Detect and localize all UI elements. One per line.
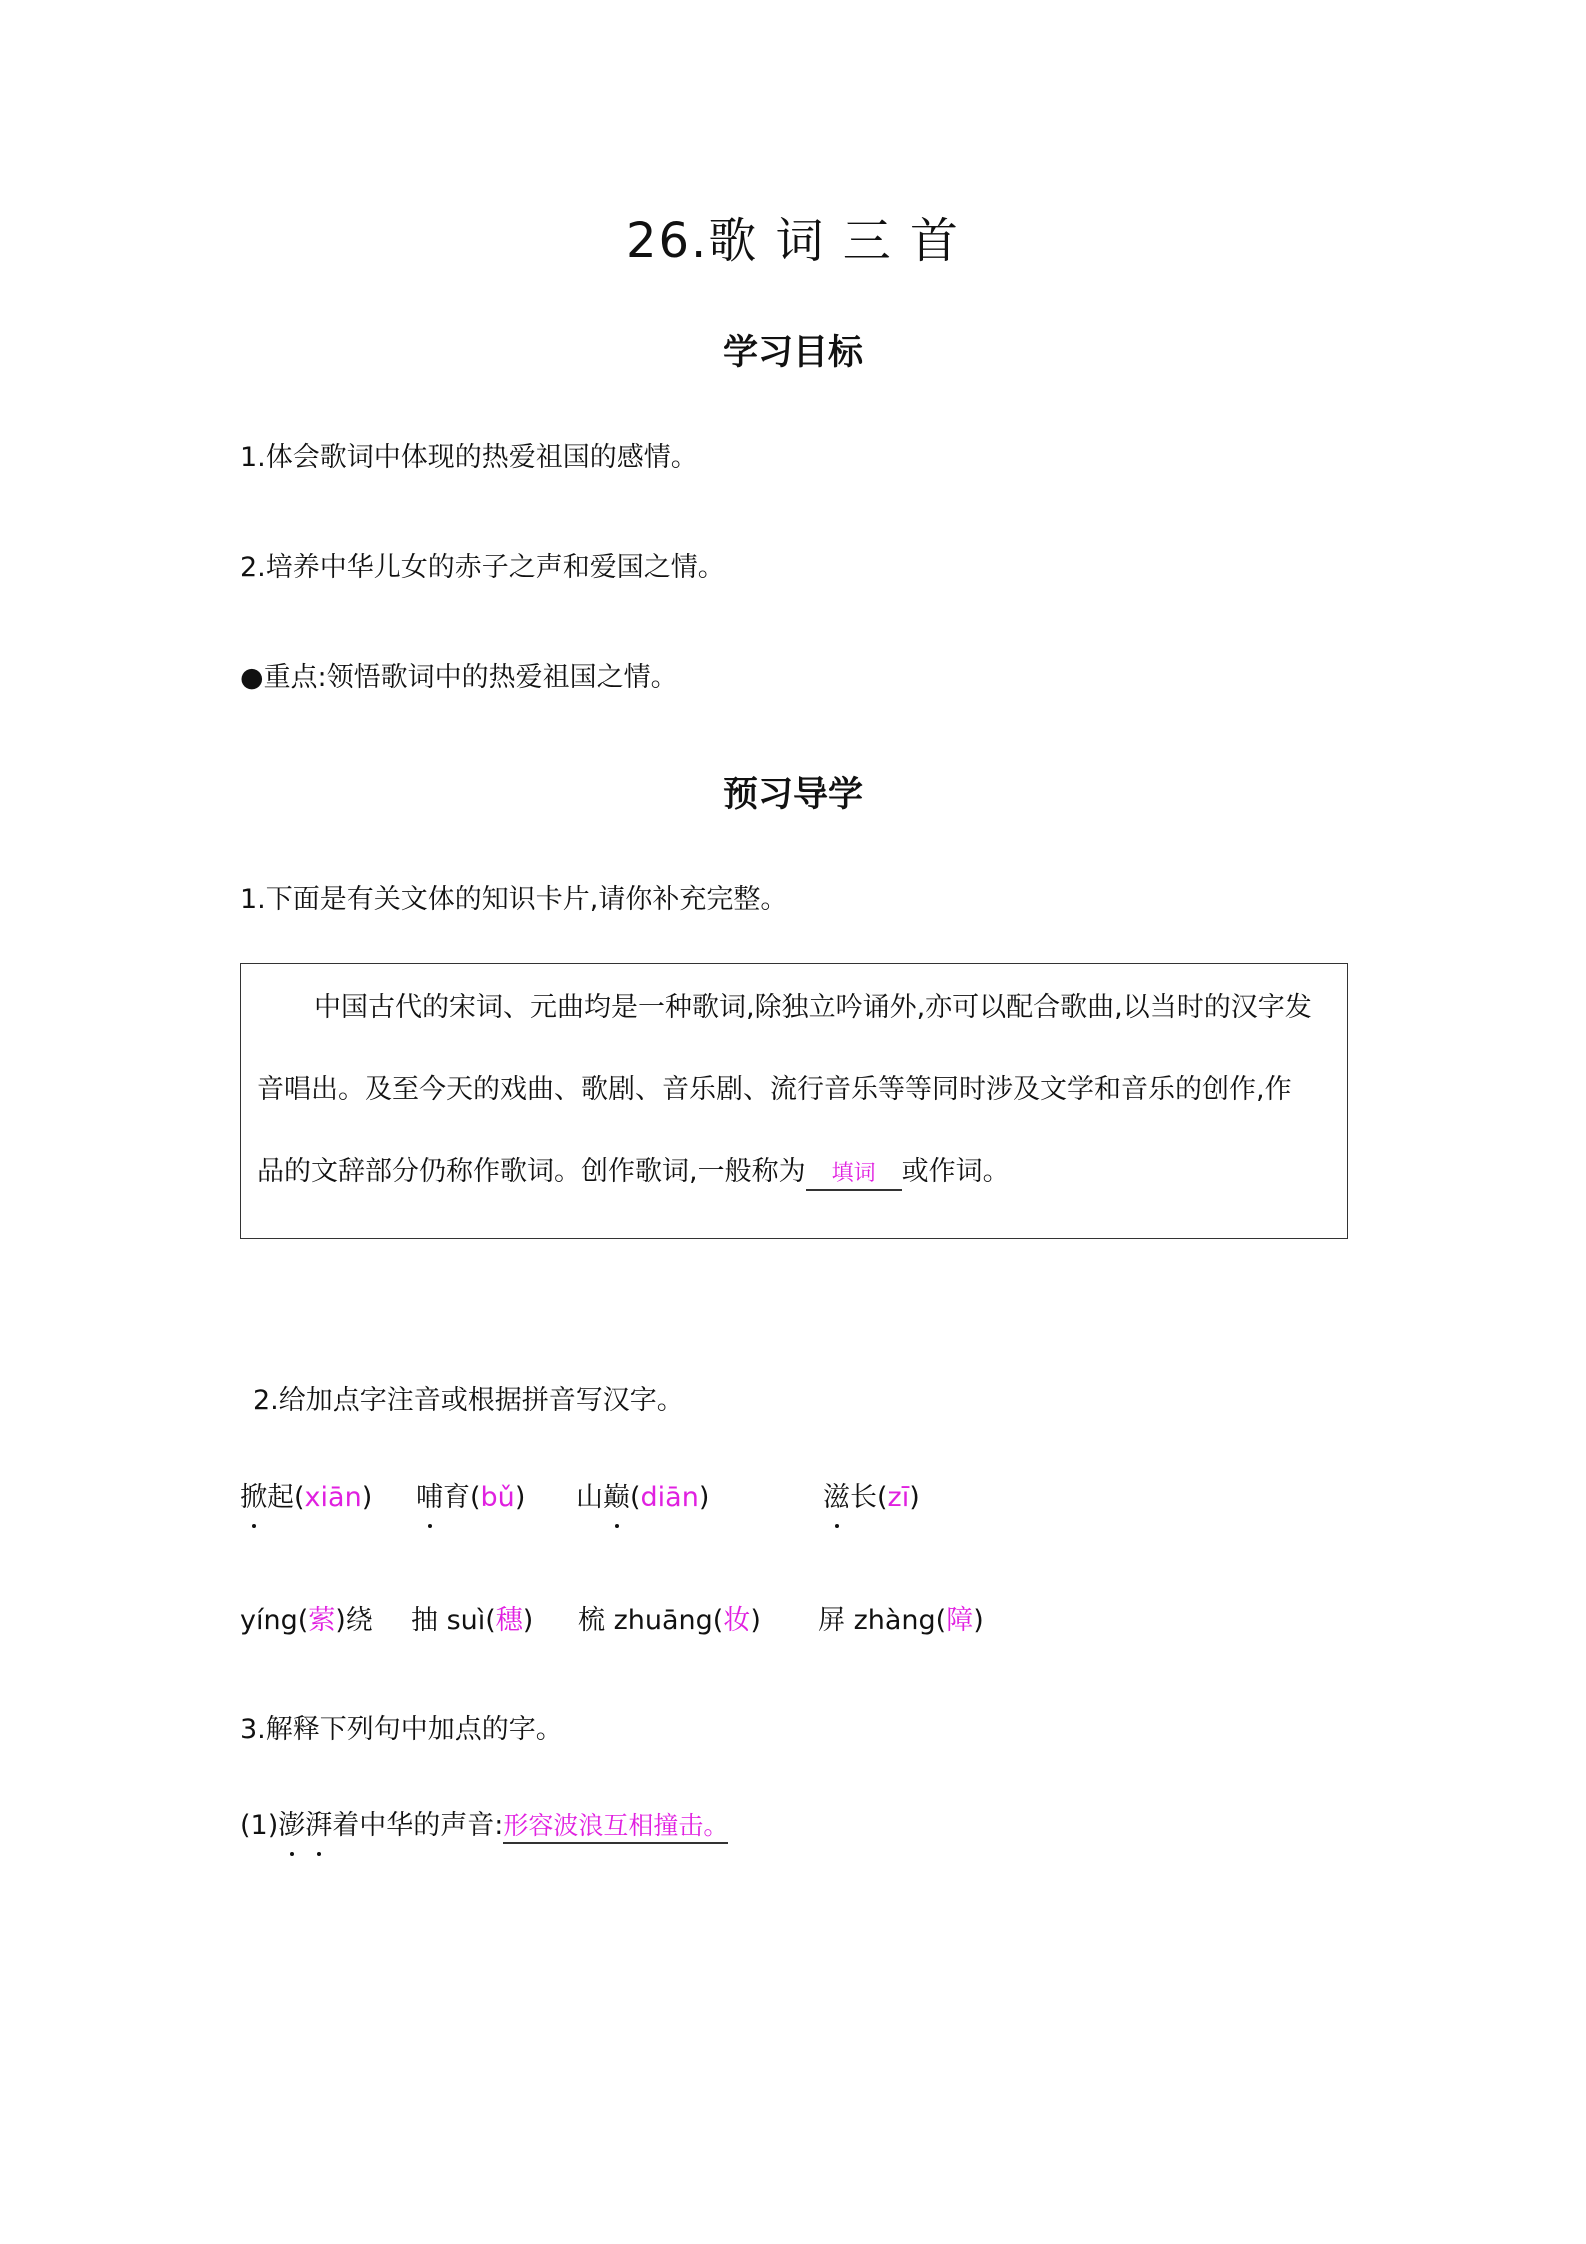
dotted-char: 哺 <box>416 1480 443 1516</box>
pinyin-item-4: 滋长(zī) <box>823 1480 920 1516</box>
question-3: 3.解释下列句中加点的字。 <box>240 1714 563 1745</box>
pinyin-item-3: 山巅(diān) <box>576 1480 709 1516</box>
hanzi-item-4: 屏 zhàng(障) <box>818 1605 984 1636</box>
hanzi-item-3: 梳 zhuāng(妆) <box>578 1605 761 1636</box>
key-point <box>240 660 678 696</box>
question-2: 2.给加点字注音或根据拼音写汉字。 <box>253 1385 684 1416</box>
dotted-char: 湃 <box>305 1808 332 1844</box>
dotted-char: 滋 <box>823 1480 850 1516</box>
bullet-icon: ● <box>240 662 264 693</box>
knowledge-card <box>240 963 1348 1239</box>
card-line-3-end: 或作词。 <box>901 1156 1010 1187</box>
goal-1: 1.体会歌词中体现的热爱祖国的感情。 <box>240 442 698 473</box>
dotted-char: 巅 <box>603 1480 630 1516</box>
dotted-char: 掀 <box>240 1480 267 1516</box>
page-title: 26.歌 词 三 首 <box>625 213 961 269</box>
answer-blank-tianci: 填词 <box>806 1159 902 1191</box>
pinyin-answer: bǔ <box>480 1482 515 1513</box>
hanzi-item-2: 抽 suì(穗) <box>411 1605 534 1636</box>
pinyin-answer: xiān <box>304 1482 362 1513</box>
key-point-text: 重点:领悟歌词中的热爱祖国之情。 <box>263 662 678 693</box>
pinyin-answer: diān <box>640 1482 699 1513</box>
question-1: 1.下面是有关文体的知识卡片,请你补充完整。 <box>240 884 788 915</box>
section-heading-preview: 预习导学 <box>722 775 863 815</box>
goal-2: 2.培养中华儿女的赤子之声和爱国之情。 <box>240 552 725 583</box>
hanzi-answer: 穗 <box>495 1605 523 1636</box>
question-3-item-1: (1)澎湃着中华的声音:形容波浪互相撞击。 <box>240 1808 728 1844</box>
hanzi-answer: 障 <box>946 1605 974 1636</box>
pinyin-item-2: 哺育(bǔ) <box>416 1480 525 1516</box>
card-line-1: 中国古代的宋词、元曲均是一种歌词,除独立吟诵外,亦可以配合歌曲,以当时的汉字发 <box>314 992 1312 1023</box>
section-heading-goals: 学习目标 <box>722 333 863 373</box>
hanzi-item-1: yíng(萦)绕 <box>240 1605 373 1636</box>
dotted-char: 澎 <box>278 1808 305 1844</box>
hanzi-answer: 萦 <box>308 1605 336 1636</box>
pinyin-item-1: 掀起(xiān) <box>240 1480 372 1516</box>
card-line-2: 音唱出。及至今天的戏曲、歌剧、音乐剧、流行音乐等等同时涉及文学和音乐的创作,作 <box>257 1074 1292 1105</box>
card-line-3-text: 品的文辞部分仍称作歌词。创作歌词,一般称为 <box>257 1156 806 1187</box>
hanzi-answer: 妆 <box>723 1605 751 1636</box>
explanation-answer: 形容波浪互相撞击。 <box>503 1811 728 1844</box>
card-line-3 <box>257 1154 1010 1191</box>
pinyin-answer: zī <box>887 1482 910 1513</box>
